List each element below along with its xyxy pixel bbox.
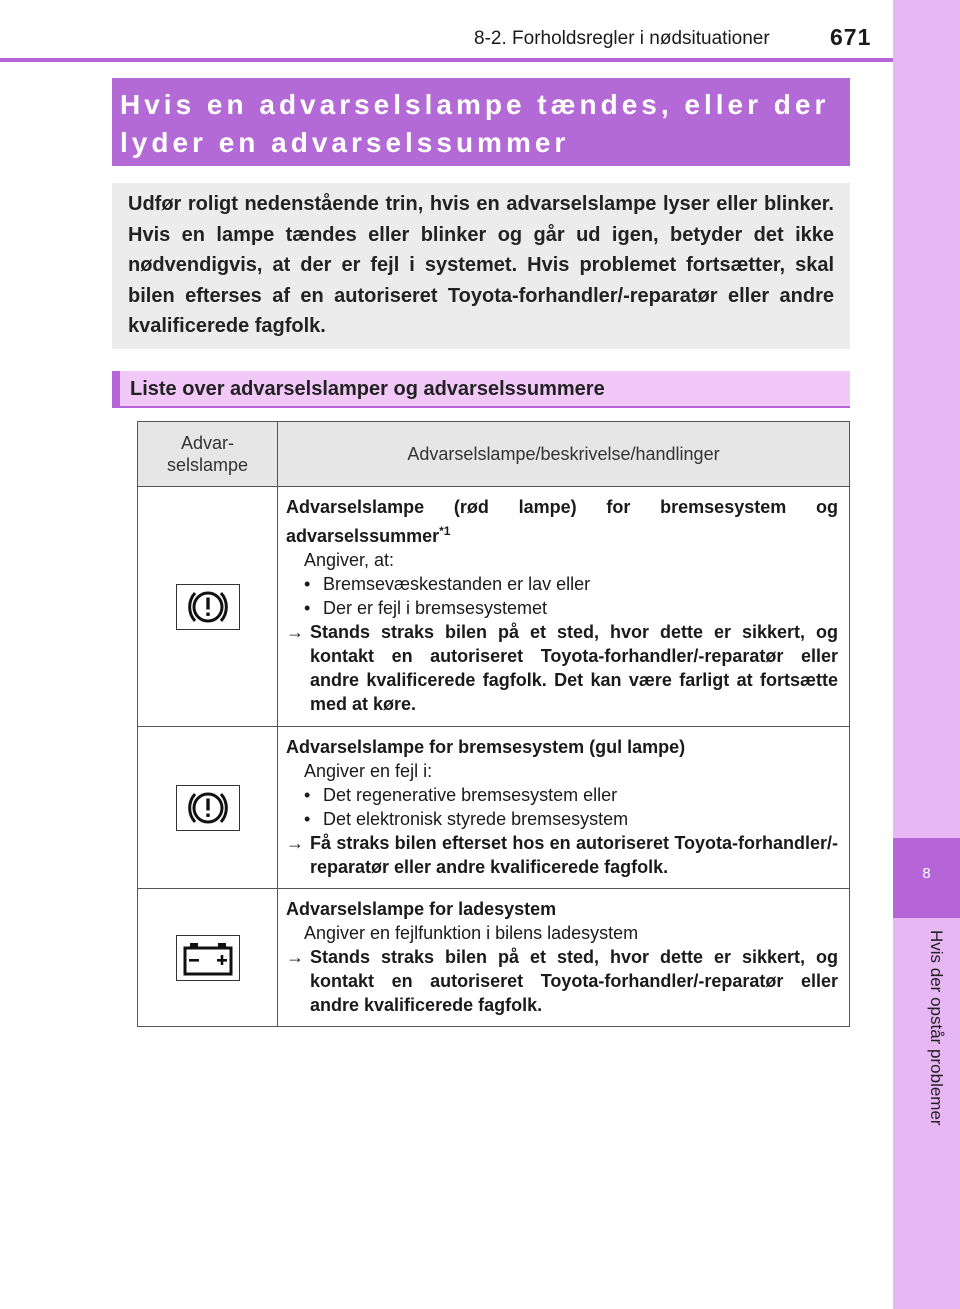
battery-icon [176,935,240,981]
table-row [138,487,850,727]
table-cell-description [278,487,850,727]
list-item: • Der er fejl i bremsesystemet [304,596,838,620]
header-divider [0,58,893,62]
footnote-marker: *1 [439,524,451,538]
warning-lamp-table [137,421,850,1027]
table-header-row [138,422,850,487]
row-action-text: Stands straks bilen på et sted, hvor dette er sikkert, og kontakt en autoriseret Toyota-forhandler/-reparatør eller andre kvalificerede fagfolk. Det kan være farligt at fortsætte med at køre. [310,622,838,714]
arrow-right-icon: → [286,622,304,642]
table-row [138,889,850,1027]
arrow-right-icon: → [286,947,304,967]
table-cell-icon [138,487,278,727]
column-header-lamp [138,422,278,487]
list-item: • Bremsevæskestanden er lav eller [304,572,838,596]
table-cell-icon [138,727,278,889]
main-heading [112,78,850,166]
main-heading-line2: lyder en advarselssummer [120,127,570,158]
row-action-text: Få straks bilen efterset hos en autoriseret Toyota-forhandler/-reparatør eller andre kvalificerede fagfolk. [310,833,838,877]
row-action-text: Stands straks bilen på et sted, hvor dette er sikkert, og kontakt en autoriseret Toyota-forhandler/-reparatør eller andre kvalificerede fagfolk. [310,947,838,1015]
row-intro: Angiver en fejl i: [304,761,433,781]
arrow-right-icon: → [286,833,304,853]
row-title: Advarselslampe for ladesystem [286,899,557,919]
row-title-text: Advarselslampe (rød lampe) for bremsesystem og advarselssummer [286,497,838,546]
chapter-label: Hvis der opstår problemer [927,930,946,1126]
table-row [138,727,850,889]
row-action [286,831,838,879]
table-cell-description [278,889,850,1027]
row-title: Advarselslampe for bremsesystem (gul lampe) [286,737,686,757]
brake-warning-icon [176,785,240,831]
row-title [286,495,838,548]
section-title: 8-2. Forholdsregler i nødsituationer [474,28,770,49]
brake-warning-icon [176,584,240,630]
row-intro: Angiver en fejlfunktion i bilens ladesystem [304,923,639,943]
chapter-number-tab[interactable] [893,838,960,918]
table-cell-description [278,727,850,889]
list-item: • Det regenerative bremsesystem eller [304,783,838,807]
table-cell-icon [138,889,278,1027]
column-header-description: Advarselslampe/beskrivelse/handlinger [278,422,850,487]
list-heading: Liste over advarselslamper og advarselssummere [112,371,850,408]
intro-box [112,183,850,349]
column-header-lamp-line2: selslampe [166,455,249,475]
main-heading-line1: Hvis en advarselslampe tændes, eller der [120,89,830,120]
row-action [286,945,838,1017]
chapter-number: 8 [922,865,931,882]
row-intro: Angiver, at: [304,550,395,570]
page-number: 671 [830,24,872,50]
list-item: • Det elektronisk styrede bremsesystem [304,807,838,831]
intro-text: Udfør roligt nedenstående trin, hvis en advarselslampe lyser eller blinker. Hvis en lampe tændes eller blinker og går ud igen, betyder det ikke nødvendigvis, at der er fejl i systemet. Hvis problemet fortsætter, skal bilen efterses af en autoriseret Toyota-forhandler/-reparatør eller andre kvalificerede fagfolk. [128,193,834,337]
column-header-lamp-line1: Advar- [180,433,234,453]
row-action [286,620,838,716]
